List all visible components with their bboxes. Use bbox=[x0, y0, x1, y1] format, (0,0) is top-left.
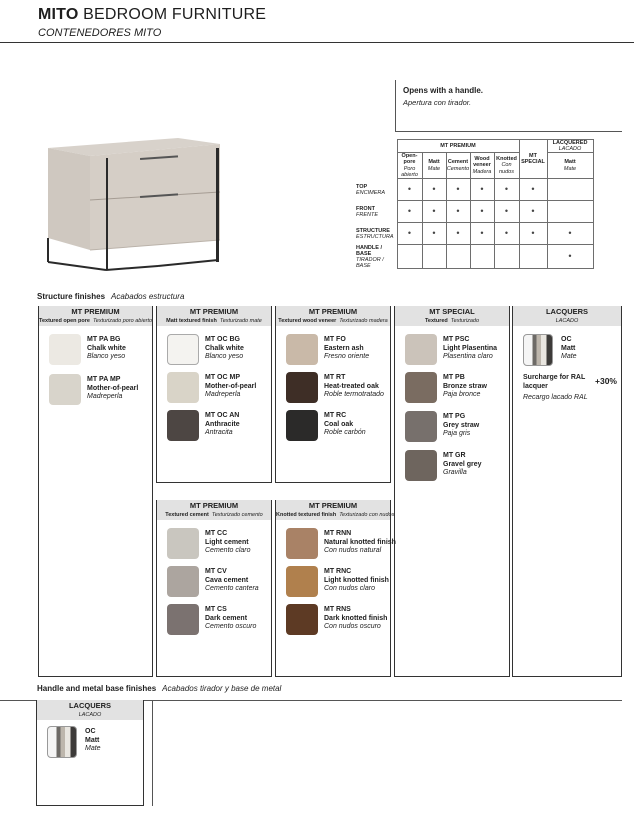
page-subtitle: CONTENEDORES MITO bbox=[38, 27, 162, 39]
matrix-row-front: FRONT FRENTE • • • • • • bbox=[354, 201, 593, 223]
matrix-row-handle-base: HANDLE / BASE TIRADOR / BASE • bbox=[354, 245, 593, 269]
swatch-mt-psc bbox=[405, 334, 437, 365]
swatch-label: MT OC MP Mother-of-pearl Madreperla bbox=[205, 374, 257, 398]
group-mt-special: MT SPECIAL bbox=[519, 140, 547, 179]
ral-surcharge-label: Surcharge for RAL lacquer Recargo lacado RAL bbox=[523, 374, 588, 401]
swatch-label: MT GR Gravel grey Gravilla bbox=[443, 452, 482, 476]
swatch-mt-oc-bg bbox=[167, 334, 199, 365]
swatch-label: MT PG Grey straw Paja gris bbox=[443, 413, 480, 437]
header-divider bbox=[0, 42, 634, 43]
col-cement: Cement Cemento bbox=[446, 153, 470, 179]
swatch-label: MT RT Heat-treated oak Roble termotratado bbox=[324, 374, 384, 398]
swatch-label: MT PB Bronze straw Paja bronce bbox=[443, 374, 487, 398]
swatch-label: MT CV Cava cement Cemento cantera bbox=[205, 568, 259, 592]
swatch-mt-rnc bbox=[286, 566, 318, 597]
swatch-label: MT FO Eastern ash Fresno oriente bbox=[324, 336, 370, 360]
swatch-label: MT OC BG Chalk white Blanco yeso bbox=[205, 336, 244, 360]
finish-column-cement bbox=[156, 500, 272, 677]
swatch-label: MT RNC Light knotted finish Con nudos claro bbox=[324, 568, 389, 592]
finish-matrix bbox=[354, 139, 594, 269]
swatch-mt-rt bbox=[286, 372, 318, 403]
finish-column-header: MT PREMIUM Matt textured finish Texturizado mate bbox=[157, 306, 271, 326]
finish-column-header: MT PREMIUM Textured open pore Texturizado poro abierto bbox=[39, 307, 153, 324]
swatch-label: OC Matt Mate bbox=[561, 336, 577, 360]
finish-column-lacquers bbox=[512, 306, 622, 677]
finish-column-header: LACQUERS LACADO bbox=[513, 306, 621, 326]
finish-column-header: MT PREMIUM Textured wood veneer Texturizado madera bbox=[276, 306, 390, 326]
swatch-mt-oc-an bbox=[167, 410, 199, 441]
swatch-mt-cv bbox=[167, 566, 199, 597]
swatch-label: MT PA BG Chalk white Blanco yeso bbox=[87, 336, 126, 360]
finish-column-header: MT SPECIAL Textured Texturizado bbox=[395, 306, 509, 326]
swatch-oc-handle bbox=[47, 726, 77, 758]
swatch-mt-rc bbox=[286, 410, 318, 441]
opens-note bbox=[395, 80, 622, 132]
swatch-mt-fo bbox=[286, 334, 318, 365]
opens-note-en: Opens with a handle. bbox=[403, 86, 484, 95]
finish-column-header: MT PREMIUM Knotted textured finish Texturizado con nudos bbox=[276, 501, 395, 518]
swatch-mt-pa-bg bbox=[49, 334, 81, 365]
swatch-mt-gr bbox=[405, 450, 437, 481]
finish-column-matt bbox=[156, 306, 272, 483]
col-wood-veneer: Wood veneer Madera bbox=[470, 153, 494, 179]
swatch-label: MT OC AN Anthracite Antracita bbox=[205, 412, 240, 436]
nightstand-illustration bbox=[36, 130, 226, 278]
swatch-label: MT CS Dark cement Cemento oscuro bbox=[205, 606, 257, 630]
handle-lacquers-column bbox=[36, 700, 144, 806]
swatch-label: MT RNN Natural knotted finish Con nudos natural bbox=[324, 530, 396, 554]
col-open-pore: Open-pore Poro abierto bbox=[397, 153, 422, 179]
col-matt: Matt Mate bbox=[422, 153, 446, 179]
finish-column-wood-veneer bbox=[275, 306, 391, 483]
finish-column-header: LACQUERS LACADO bbox=[37, 700, 143, 720]
swatch-mt-pa-mp bbox=[49, 374, 81, 405]
swatch-label: MT RNS Dark knotted finish Con nudos oscuro bbox=[324, 606, 388, 630]
swatch-label: MT PA MP Mother-of-pearl Madreperla bbox=[87, 376, 139, 400]
swatch-mt-cc bbox=[167, 528, 199, 559]
swatch-mt-pb bbox=[405, 372, 437, 403]
swatch-mt-rnn bbox=[286, 528, 318, 559]
handle-finishes-label: Handle and metal base finishes Acabados tirador y base de metal bbox=[37, 684, 282, 693]
finish-column-knotted bbox=[275, 500, 396, 677]
finish-column-mt-special bbox=[394, 306, 510, 677]
structure-finishes-label: Structure finishes Acabados estructura bbox=[37, 292, 185, 301]
swatch-mt-pg bbox=[405, 411, 437, 442]
swatch-mt-oc-mp bbox=[167, 372, 199, 403]
swatch-label: MT PSC Light Plasentina Plasentina claro bbox=[443, 336, 498, 360]
col-lacquer-matt: Matt Mate bbox=[547, 153, 593, 179]
group-lacquered: LACQUERED LACADO bbox=[547, 140, 593, 153]
swatch-mt-rns bbox=[286, 604, 318, 635]
col-knotted: Knotted Con nudos bbox=[494, 153, 519, 179]
matrix-row-structure: STRUCTURE ESTRUCTURA • • • • • • • bbox=[354, 223, 593, 245]
group-mt-premium: MT PREMIUM bbox=[397, 140, 519, 153]
handle-section-separator bbox=[152, 700, 153, 806]
swatch-mt-cs bbox=[167, 604, 199, 635]
swatch-label: MT CC Light cement Cemento claro bbox=[205, 530, 251, 554]
swatch-oc-lacquer bbox=[523, 334, 553, 366]
swatch-label: OC Matt Mate bbox=[85, 728, 101, 752]
finish-column-open-pore bbox=[38, 306, 153, 677]
swatch-label: MT RC Coal oak Roble carbón bbox=[324, 412, 366, 436]
finish-column-header: MT PREMIUM Textured cement Texturizado cemento bbox=[157, 500, 271, 520]
ral-surcharge-value: +30% bbox=[595, 376, 617, 386]
page-title: MITO BEDROOM FURNITURE bbox=[38, 6, 267, 23]
matrix-row-top: TOP ENCIMERA • • • • • • bbox=[354, 179, 593, 201]
opens-note-es: Apertura con tirador. bbox=[403, 98, 472, 107]
